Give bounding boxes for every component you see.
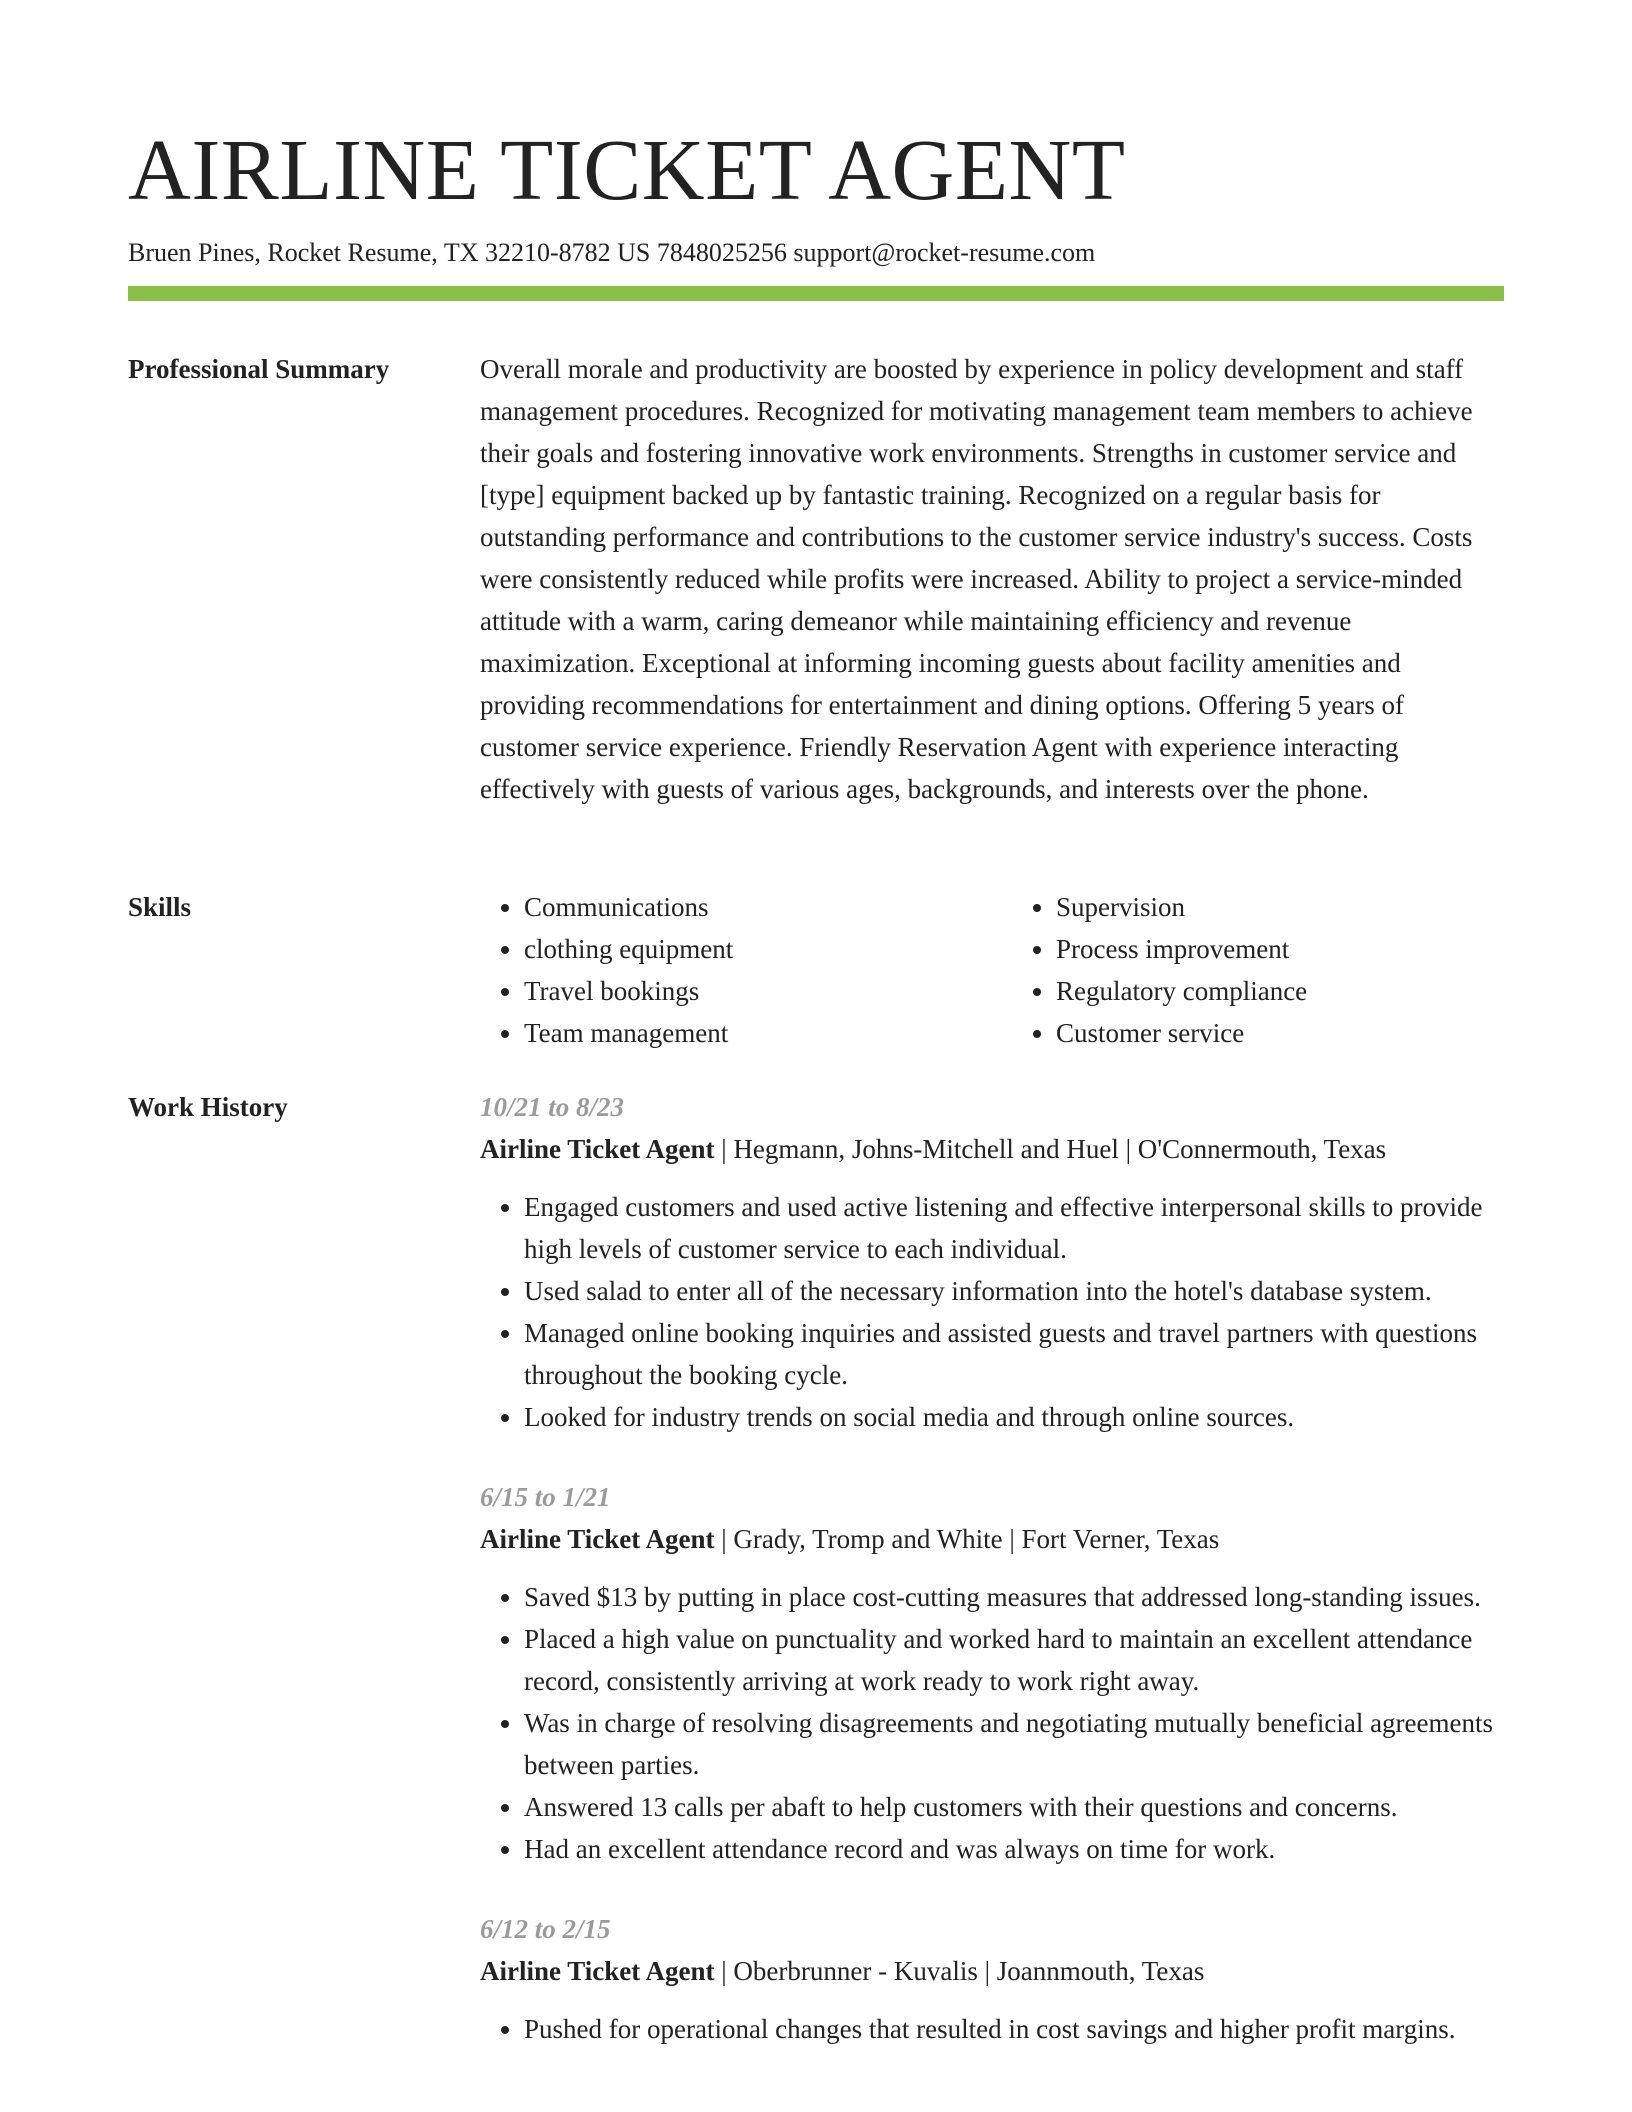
contact-line: Bruen Pines, Rocket Resume, TX 32210-8782 US 7848025256 support@rocket-resume.com (128, 238, 1096, 267)
skill-item: • Travel bookings (524, 970, 972, 1012)
job-bullet: • Used salad to enter all of the necessary information into the hotel's database system. (524, 1270, 1504, 1312)
header-divider (128, 286, 1504, 301)
job-bullet: • Was in charge of resolving disagreements and negotiating mutually beneficial agreements between parties. (524, 1702, 1504, 1786)
job-bullet: • Pushed for operational changes that resulted in cost savings and higher profit margins. (524, 2008, 1504, 2050)
job-dates: 6/12 to 2/15 (480, 1914, 611, 1944)
job-dates: 6/15 to 1/21 (480, 1482, 611, 1512)
job-bullet: • Engaged customers and used active listening and effective interpersonal skills to provide high levels of customer service to each individual. (524, 1186, 1504, 1270)
job-header (480, 1128, 1504, 1170)
job-title: Airline Ticket Agent (480, 1956, 715, 1986)
skill-item: • Regulatory compliance (1056, 970, 1504, 1012)
resume-header (128, 118, 1504, 270)
job-employer-location: | Oberbrunner - Kuvalis | Joannmouth, Texas (714, 1956, 1205, 1986)
skill-item: • clothing equipment (524, 928, 972, 970)
job-bullet: • Placed a high value on punctuality and worked hard to maintain an excellent attendance record, consistently arriving at work ready to work right away. (524, 1618, 1504, 1702)
job-title: Airline Ticket Agent (480, 1524, 715, 1554)
job-dates: 10/21 to 8/23 (480, 1092, 625, 1122)
skill-item: • Communications (524, 886, 972, 928)
job-title: Airline Ticket Agent (480, 1134, 715, 1164)
job-employer-location: | Grady, Tromp and White | Fort Verner, Texas (714, 1524, 1220, 1554)
summary-text: Overall morale and productivity are boosted by experience in policy development and staff management procedures. Recognized for motivating management team members to achieve their goals and fostering innovative work environments. Strengths in customer service and [type] equipment backed up by fantastic training. Recognized on a regular basis for outstanding performance and contributions to the customer service industry's success. Costs were consistently reduced while profits were increased. Ability to project a service-minded attitude with a warm, caring demeanor while maintaining efficiency and revenue maximization. Exceptional at informing incoming guests about facility amenities and providing recommendations for entertainment and dining options. Offering 5 years of customer service experience. Friendly Reservation Agent with experience interacting effectively with guests of various ages, backgrounds, and interests over the phone. (480, 354, 1473, 804)
skills-list-right (1012, 886, 1504, 1054)
skill-item: • Process improvement (1056, 928, 1504, 970)
job-entry (480, 1908, 1504, 2050)
job-entry (480, 1086, 1504, 1438)
job-bullets (480, 1186, 1504, 1438)
job-header (480, 1518, 1504, 1560)
job-bullet: • Had an excellent attendance record and was always on time for work. (524, 1828, 1504, 1870)
job-header (480, 1950, 1504, 1992)
skills-heading: Skills (128, 892, 192, 922)
skill-item: • Team management (524, 1012, 972, 1054)
job-bullet: • Answered 13 calls per abaft to help customers with their questions and concerns. (524, 1786, 1504, 1828)
job-employer-location: | Hegmann, Johns-Mitchell and Huel | O'Connermouth, Texas (714, 1134, 1387, 1164)
job-bullet: • Saved $13 by putting in place cost-cutting measures that addressed long-standing issues. (524, 1576, 1504, 1618)
skills-list-left (480, 886, 972, 1054)
job-bullet: • Managed online booking inquiries and assisted guests and travel partners with questions throughout the booking cycle. (524, 1312, 1504, 1396)
job-bullets (480, 2008, 1504, 2050)
job-bullet: • Looked for industry trends on social media and through online sources. (524, 1396, 1504, 1438)
candidate-name: AIRLINE TICKET AGENT (128, 121, 1126, 218)
skill-item: • Customer service (1056, 1012, 1504, 1054)
summary-heading: Professional Summary (128, 354, 390, 384)
job-entry (480, 1476, 1504, 1870)
work-history-heading: Work History (128, 1092, 288, 1122)
job-bullets (480, 1576, 1504, 1870)
skill-item: • Supervision (1056, 886, 1504, 928)
